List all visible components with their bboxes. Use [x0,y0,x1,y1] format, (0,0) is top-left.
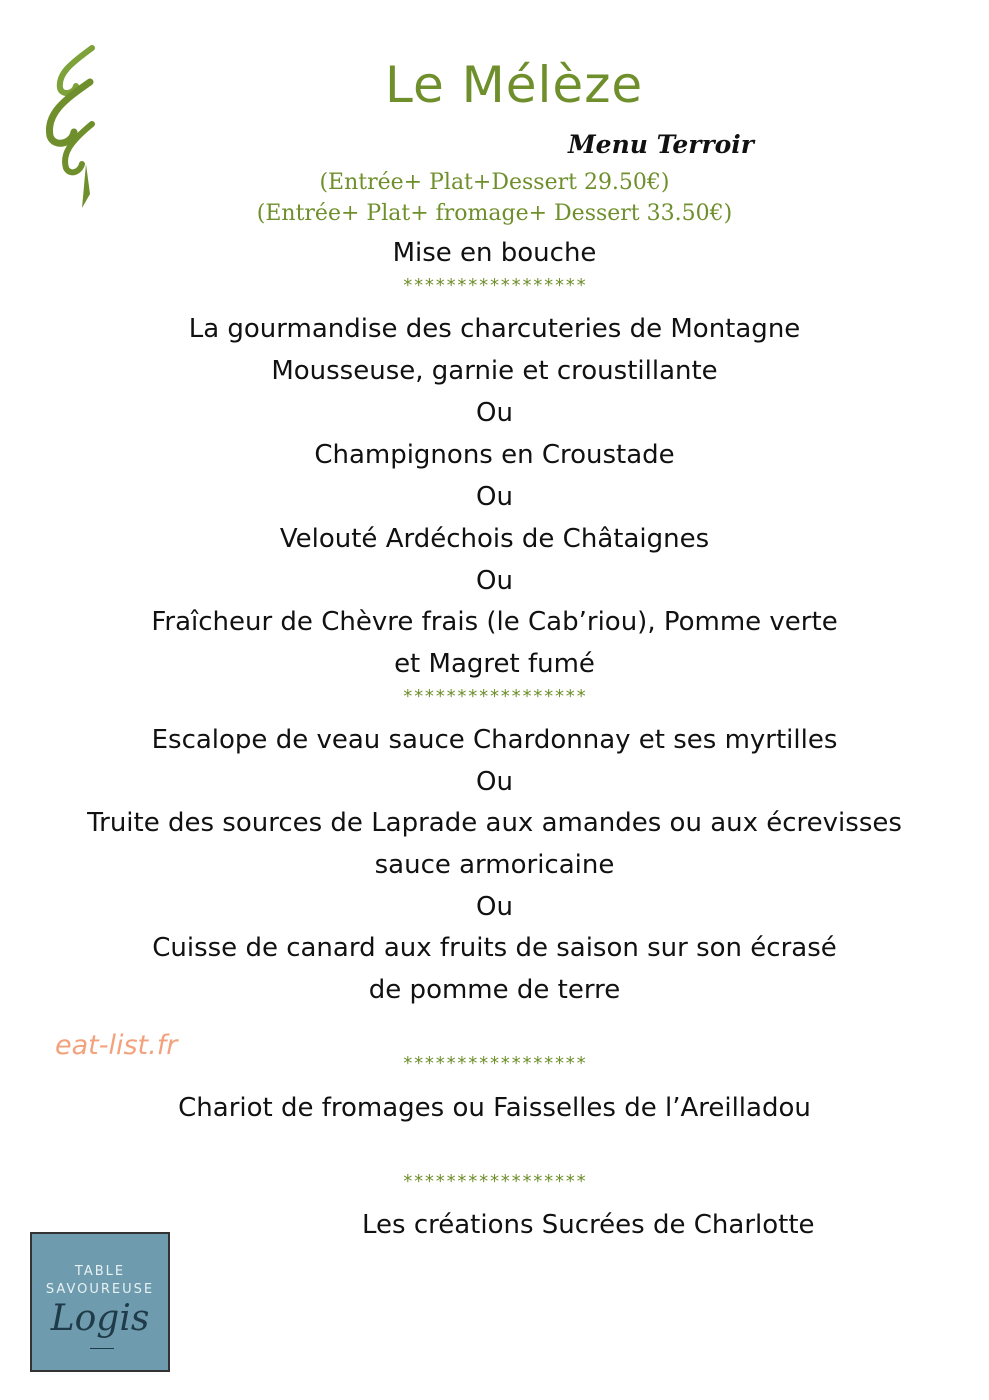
or-label: Ou [476,767,513,797]
main-line: Escalope de veau sauce Chardonnay et ses myrtilles [151,725,838,755]
badge-brand: Logis [50,1298,150,1339]
dessert-course: Les créations Sucrées de Charlotte [362,1210,815,1240]
badge-line-2: SAVOUREUSE [45,1282,155,1297]
main-line: Cuisse de canard aux fruits de saison sur son écrasé [152,933,837,963]
cheese-course: Chariot de fromages ou Faisselles de l’Areilladou [178,1093,811,1123]
watermark: eat-list.fr [55,1030,178,1061]
starter-line: Mousseuse, garnie et croustillante [271,356,718,386]
badge-rule [90,1348,114,1349]
price-line-1: (Entrée+ Plat+Dessert 29.50€) [319,170,670,195]
price-line-2: (Entrée+ Plat+ fromage+ Dessert 33.50€) [256,201,733,226]
separator: ***************** [402,1171,587,1192]
separator: ***************** [402,686,587,707]
or-label: Ou [476,482,513,512]
menu-name: Menu Terroir [568,130,754,159]
restaurant-name: Le Mélèze [385,56,644,114]
starter-line: Velouté Ardéchois de Châtaignes [279,524,710,554]
or-label: Ou [476,892,513,922]
or-label: Ou [476,566,513,596]
separator: ***************** [402,275,587,296]
separator: ***************** [402,1053,587,1074]
main-line: sauce armoricaine [374,850,615,880]
starter-line: Champignons en Croustade [314,440,675,470]
starter-line: Fraîcheur de Chèvre frais (le Cab’riou), Pomme verte [151,607,838,637]
or-label: Ou [476,398,513,428]
main-line: de pomme de terre [368,975,621,1005]
logis-badge [30,1232,170,1372]
starter-line: et Magret fumé [394,649,595,679]
amuse-bouche: Mise en bouche [392,238,597,268]
badge-line-1: TABLE [74,1264,126,1279]
main-line: Truite des sources de Laprade aux amandes ou aux écrevisses [87,808,902,838]
starter-line: La gourmandise des charcuteries de Montagne [188,314,801,344]
